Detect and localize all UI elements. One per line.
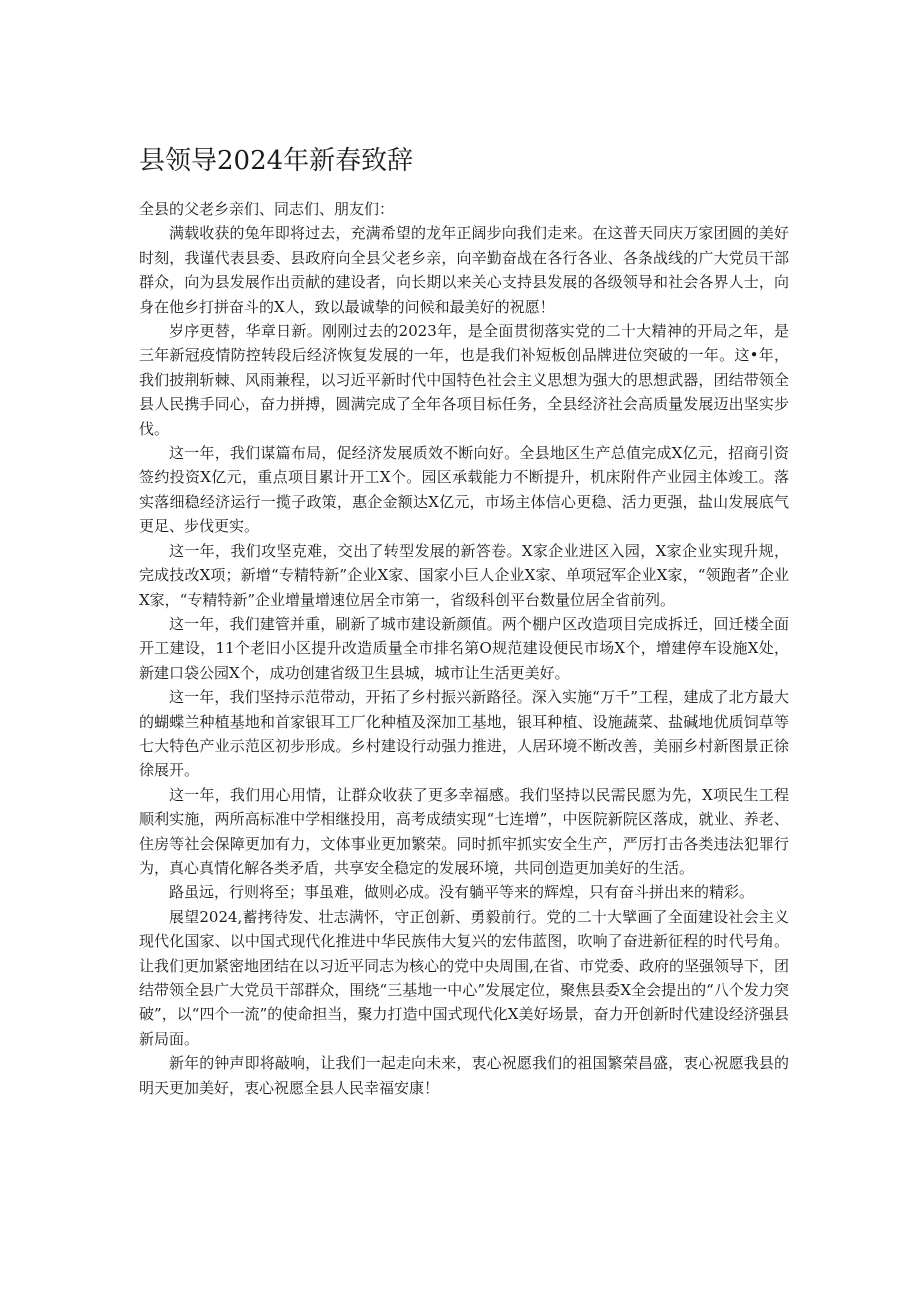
document-title: 县领导2024年新春致辞	[139, 146, 414, 176]
salutation: 全县的父老乡亲们、同志们、朋友们：	[139, 200, 395, 218]
paragraph-year-review: 岁序更替，华章日新。刚刚过去的2023年，是全面贯彻落实党的二十大精神的开局之年，是三年新冠疫情防控转段后经济恢复发展的一年，也是我们补短板创品牌进位突破的一年。这•年，我们披荆斩棘、风雨兼程，以习近平新时代中国特色社会主义思想为强大的思想武器，团结带领全县人民携手同心，奋力拼搏，圆满完成了全年各项目标任务，全县经济社会高质量发展迈出坚实步伐。	[139, 322, 789, 438]
paragraph-rural-revitalization: 这一年，我们坚持示范带动，开拓了乡村振兴新路径。深入实施“万千”工程，建成了北方最大的蝴蝶兰种植基地和首家银耳工厂化种植及深加工基地，银耳种植、设施蔬菜、盐碱地优质饲草等七大特色产业示范区初步形成。乡村建设行动强力推进，人居环境不断改善，美丽乡村新图景正徐徐展开。	[139, 688, 789, 780]
paragraph-urban-construction: 这一年，我们建管并重，刷新了城市建设新颜值。两个棚户区改造项目完成拆迁，回迁楼全面开工建设，11个老旧小区提升改造质量全市排名第O规范建设便民市场X个，增建停车设施X处，新建口袋公园X个，成功创建省级卫生县城，城市让生活更美好。	[139, 614, 789, 682]
document-body	[139, 197, 789, 1100]
paragraph-transformation: 这一年，我们攻坚克难，交出了转型发展的新答卷。X家企业进区入园，X家企业实现升规，完成技改X项；新增“专精特新”企业X家、国家小巨人企业X家、单项冠军企业X家，“领跑者”企业X家，“专精特新”企业增量增速位居全市第一，省级科创平台数量位居全省前列。	[139, 541, 789, 609]
paragraph-closing-wishes: 新年的钟声即将敲响，让我们一起走向未来，衷心祝愿我们的祖国繁荣昌盛，衷心祝愿我县的明天更加美好，衷心祝愿全县人民幸福安康！	[139, 1054, 789, 1097]
paragraph-motto: 路虽远，行则将至；事虽难，做则必成。没有躺平等来的辉煌，只有奋斗拼出来的精彩。	[169, 883, 755, 902]
paragraph-opening-greeting: 满载收获的兔年即将过去，充满希望的龙年正阔步向我们走来。在这普天同庆万家团圆的美好时刻，我谨代表县委、县政府向全县父老乡亲，向辛勤奋战在各行各业、各条战线的广大党员干部群众，向为县发展作出贡献的建设者，向长期以来关心支持县发展的各级领导和社会各界人士，向身在他乡打拼奋斗的X人，致以最诚挚的问候和最美好的祝愿！	[139, 224, 789, 316]
paragraph-economy: 这一年，我们谋篇布局，促经济发展质效不断向好。全县地区生产总值完成X亿元，招商引资签约投资X亿元，重点项目累计开工X个。园区承载能力不断提升，机床附件产业园主体竣工。落实落细稳经济运行一揽子政策，惠企金额达X亿元，市场主体信心更稳、活力更强，盐山发展底气更足、步伐更实。	[139, 444, 789, 536]
paragraph-livelihood: 这一年，我们用心用情，让群众收获了更多幸福感。我们坚持以民需民愿为先，X项民生工程顺利实施，两所高标准中学相继投用，高考成绩实现“七连增”，中医院新院区落成，就业、养老、住房等社会保障更加有力，文体事业更加繁荣。同时抓牢抓实安全生产，严厉打击各类违法犯罪行为，真心真情化解各类矛盾，共享安全稳定的发展环境，共同创造更加美好的生活。	[139, 785, 789, 877]
paragraph-outlook-2024: 展望2024,蓄拷待发、壮志满怀，守正创新、勇毅前行。党的二十大擘画了全面建设社会主义现代化国家、以中国式现代化推进中华民族伟大复兴的宏伟蓝图，吹响了奋进新征程的时代号角。让我们更加紧密地团结在以习近平同志为核心的党中央周围,在省、市党委、政府的坚强领导下，团结带领全县广大党员干部群众，围绕“三基地一中心”发展定位，聚焦县委X全会提出的“八个发力突破”，以“四个一流”的使命担当，聚力打造中国式现代化X美好场景，奋力开创新时代建设经济强县新局面。	[139, 907, 789, 1048]
